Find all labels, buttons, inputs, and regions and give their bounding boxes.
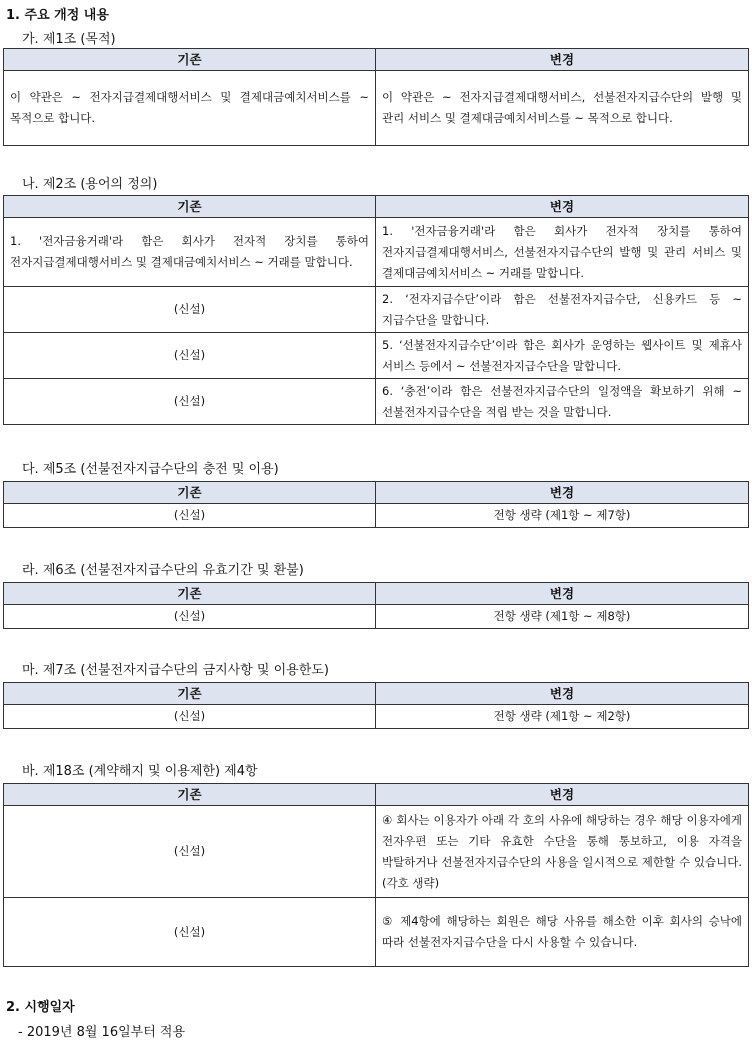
- after-cell: 6. ‘충전’이라 함은 선불전자지급수단의 일정액을 확보하기 위해 ~ 선불전자지급수단을 적립 받는 것을 말합니다.: [376, 379, 749, 425]
- section-title-article-6: 라. 제6조 (선불전자지급수단의 유효기간 및 환불): [22, 563, 304, 578]
- before-cell-new: (신설): [4, 605, 376, 629]
- before-cell-new: (신설): [4, 898, 376, 967]
- column-header-after: 변경: [376, 784, 749, 806]
- after-cell: 2. ‘전자지급수단’이라 함은 선불전자지급수단, 신용카드 등 ~ 지급수단을 말합니다.: [376, 287, 749, 333]
- after-cell: 전항 생략 (제1항 ~ 제7항): [376, 504, 749, 528]
- column-header-before: 기존: [4, 583, 376, 605]
- before-cell-new: (신설): [4, 287, 376, 333]
- before-cell-new: (신설): [4, 379, 376, 425]
- column-header-before: 기존: [4, 49, 376, 71]
- column-header-after: 변경: [376, 683, 749, 705]
- column-header-before: 기존: [4, 482, 376, 504]
- column-header-after: 변경: [376, 49, 749, 71]
- comparison-table-article-2: [3, 195, 749, 425]
- before-cell-new: (신설): [4, 705, 376, 729]
- after-cell: 전항 생략 (제1항 ~ 제2항): [376, 705, 749, 729]
- comparison-table-article-7: [3, 682, 749, 729]
- section-title-article-2: 나. 제2조 (용어의 정의): [22, 177, 158, 192]
- after-cell: 1. '전자금융거래'라 함은 회사가 전자적 장치를 통하여 전자지급결제대행서비스, 선불전자지급수단의 발행 및 관리 서비스 및 결제대금예치서비스 ~ 거래를 말합니다.: [376, 218, 749, 287]
- column-header-after: 변경: [376, 482, 749, 504]
- after-cell: 5. ‘선불전자지급수단’이라 함은 회사가 운영하는 웹사이트 및 제휴사 서비스 등에서 ~ 선불전자지급수단을 말합니다.: [376, 333, 749, 379]
- before-cell-new: (신설): [4, 504, 376, 528]
- before-cell-new: (신설): [4, 333, 376, 379]
- column-header-after: 변경: [376, 583, 749, 605]
- effective-date-text: - 2019년 8월 16일부터 적용: [18, 1025, 186, 1040]
- before-cell-new: (신설): [4, 806, 376, 898]
- after-cell: ⑤ 제4항에 해당하는 회원은 해당 사유를 해소한 이후 회사의 승낙에 따라 선불전자지급수단을 다시 사용할 수 있습니다.: [376, 898, 749, 967]
- comparison-table-article-1: [3, 48, 749, 146]
- comparison-table-article-5: [3, 481, 749, 528]
- comparison-table-article-6: [3, 582, 749, 629]
- section-title-article-7: 마. 제7조 (선불전자지급수단의 금지사항 및 이용한도): [22, 663, 329, 678]
- before-cell: 이 약관은 ~ 전자지급결제대행서비스 및 결제대금예치서비스를 ~ 목적으로 합니다.: [4, 71, 376, 146]
- column-header-before: 기존: [4, 196, 376, 218]
- comparison-table-article-18: [3, 783, 749, 967]
- section-title-article-18: 바. 제18조 (계약해지 및 이용제한) 제4항: [22, 764, 258, 779]
- effective-date-heading: 2. 시행일자: [6, 1000, 75, 1015]
- after-cell: 이 약관은 ~ 전자지급결제대행서비스, 선불전자지급수단의 발행 및 관리 서비스 및 결제대금예치서비스를 ~ 목적으로 합니다.: [376, 71, 749, 146]
- section-title-article-1: 가. 제1조 (목적): [22, 32, 116, 47]
- column-header-before: 기존: [4, 784, 376, 806]
- main-changes-heading: 1. 주요 개정 내용: [6, 8, 109, 23]
- column-header-before: 기존: [4, 683, 376, 705]
- after-cell: ④ 회사는 이용자가 아래 각 호의 사유에 해당하는 경우 해당 이용자에게 전자우편 또는 기타 유효한 수단을 통해 통보하고, 이용 자격을 박탈하거나 선불전자지급수단의 사용을 일시적으로 제한할 수 있습니다. (각호 생략): [376, 806, 749, 898]
- column-header-after: 변경: [376, 196, 749, 218]
- after-cell: 전항 생략 (제1항 ~ 제8항): [376, 605, 749, 629]
- section-title-article-5: 다. 제5조 (선불전자지급수단의 충전 및 이용): [22, 462, 279, 477]
- before-cell: 1. '전자금융거래'라 함은 회사가 전자적 장치를 통하여 전자지급결제대행서비스 및 결제대금예치서비스 ~ 거래를 말합니다.: [4, 218, 376, 287]
